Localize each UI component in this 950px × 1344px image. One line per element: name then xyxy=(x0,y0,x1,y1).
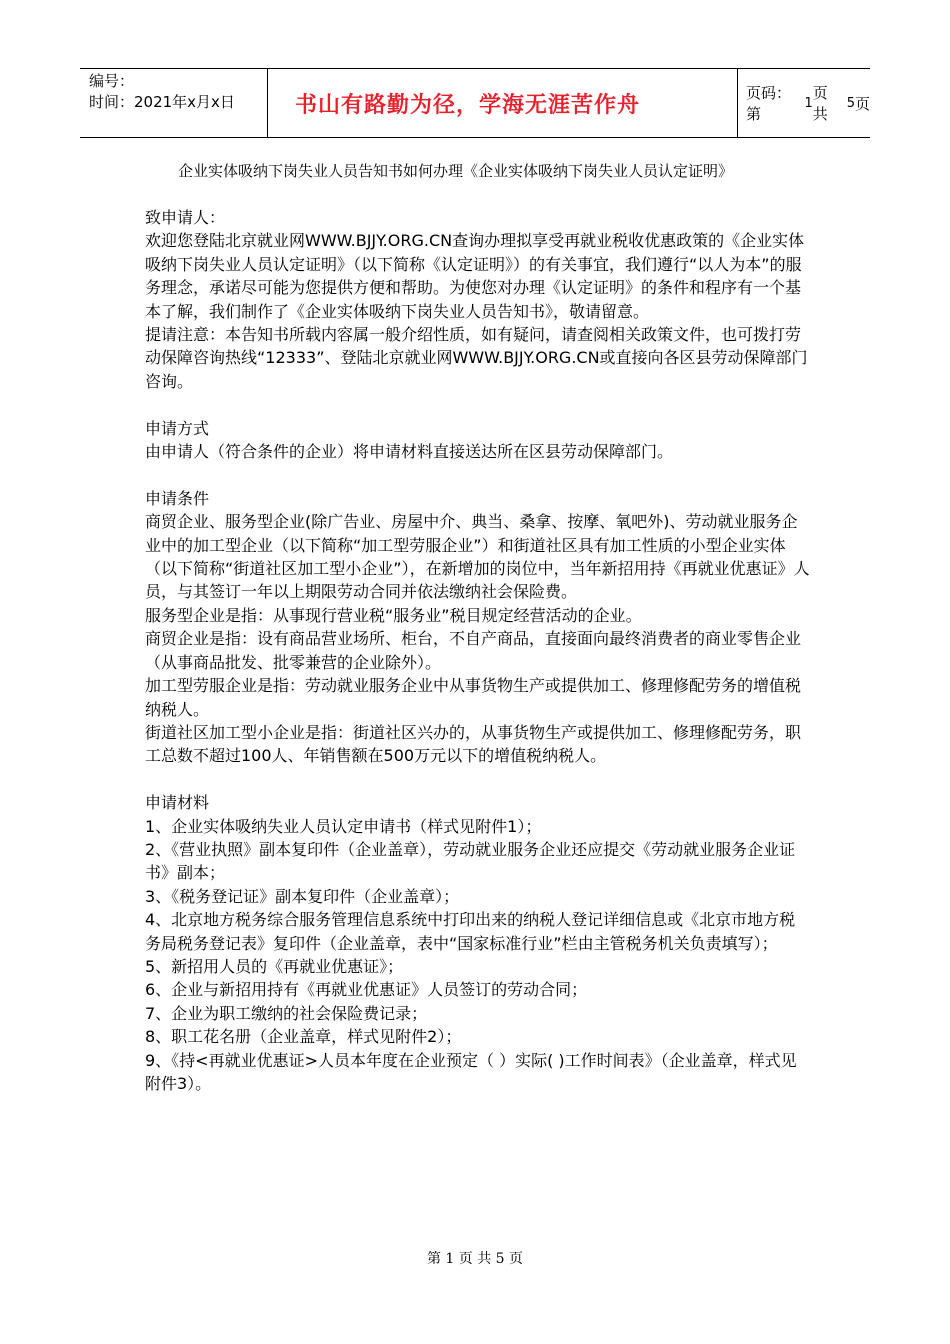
method-heading: 申请方式 xyxy=(145,418,210,438)
header-slogan-cell xyxy=(268,69,738,137)
definition-trade: 商贸企业是指：设有商品营业场所、柜台，不自产商品，直接面向最终消费者的商业零售企业（从事商品批发、批零兼营的企业除外）。 xyxy=(145,629,802,672)
header-slogan: 书山有路勤为径，学海无涯苦作舟 xyxy=(295,92,641,118)
definition-service: 服务型企业是指：从事现行营业税“服务业”税目规定经营活动的企业。 xyxy=(145,605,642,625)
document-number-label: 编号： xyxy=(89,72,135,90)
page-info-middle: 页 共 xyxy=(812,84,828,123)
definition-processing: 加工型劳服企业是指：劳动就业服务企业中从事货物生产或提供加工、修理修配劳务的增值税纳税人。 xyxy=(145,676,802,719)
material-item: 6、企业与新招用持有《再就业优惠证》人员签订的劳动合同； xyxy=(145,980,588,1000)
materials-heading: 申请材料 xyxy=(145,793,210,813)
page-info-suffix: 页 xyxy=(854,94,870,113)
page-info-total: 5 xyxy=(846,95,855,111)
page-info-prefix: 页码：第 xyxy=(746,84,792,123)
material-item: 3、《税务登记证》副本复印件（企业盖章）； xyxy=(145,886,460,906)
material-item: 9、《持<再就业优惠证>人员本年度在企业预定（ ）实际( )工作时间表》（企业盖章，样式见附件3）。 xyxy=(145,1050,797,1093)
page-footer: 第 1 页 共 5 页 xyxy=(426,1251,524,1267)
document-time-label: 时间：2021年x月x日 xyxy=(89,93,235,111)
document-body xyxy=(145,206,811,1095)
intro-paragraph: 欢迎您登陆北京就业网WWW.BJJY.ORG.CN查询办理拟享受再就业税收优惠政策的《企业实体吸纳下岗失业人员认定证明》（以下简称《认定证明》）的有关事宜，我们遵行“以人为本”的服务理念，承诺尽可能为您提供方便和帮助。为使您对办理《认定证明》的条件和程序有一个基本了解，我们制作了《企业实体吸纳下岗失业人员告知书》，敬请留意。 xyxy=(145,231,805,321)
conditions-heading: 申请条件 xyxy=(145,488,210,508)
page-header xyxy=(80,68,870,138)
document-title: 企业实体吸纳下岗失业人员告知书如何办理《企业实体吸纳下岗失业人员认定证明》 xyxy=(178,162,734,180)
method-paragraph: 由申请人（符合条件的企业）将申请材料直接送达所在区县劳动保障部门。 xyxy=(145,442,674,462)
greeting: 致申请人： xyxy=(145,208,226,227)
notice-paragraph: 提请注意：本告知书所载内容属一般介绍性质，如有疑问，请查阅相关政策文件，也可拨打劳动保障咨询热线“12333”、登陆北京就业网WWW.BJJY.ORG.CN或直接向各区县劳动保障部门咨询。 xyxy=(145,325,808,391)
material-item: 7、企业为职工缴纳的社会保险费记录； xyxy=(145,1003,428,1023)
material-item: 4、北京地方税务综合服务管理信息系统中打印出来的纳税人登记详细信息或《北京市地方税务局税务登记表》复印件（企业盖章，表中“国家标准行业”栏由主管税务机关负责填写）； xyxy=(145,910,796,953)
material-item: 5、新招用人员的《再就业优惠证》； xyxy=(145,956,404,976)
material-item: 8、职工花名册（企业盖章，样式见附件2）； xyxy=(145,1027,462,1047)
header-page-cell xyxy=(738,69,870,137)
page-info-current: 1 xyxy=(804,95,813,111)
material-item: 2、《营业执照》副本复印件（企业盖章），劳动就业服务企业还应提交《劳动就业服务企业证书》副本； xyxy=(145,839,796,883)
definition-street: 街道社区加工型小企业是指：街道社区兴办的，从事货物生产或提供加工、修理修配劳务，职工总数不超过100人、年销售额在500万元以下的增值税纳税人。 xyxy=(145,722,802,766)
header-meta-cell xyxy=(80,69,268,137)
conditions-paragraph: 商贸企业、服务型企业(除广告业、房屋中介、典当、桑拿、按摩、氧吧外)、劳动就业服务企业中的加工型企业（以下简称“加工型劳服企业”）和街道社区具有加工性质的小型企业实体（以下简称“街道社区加工型小企业”），在新增加的岗位中，当年新招用持《再就业优惠证》人员，与其签订一年以上期限劳动合同并依法缴纳社会保险费。 xyxy=(145,512,810,602)
material-item: 1、企业实体吸纳失业人员认定申请书（样式见附件1）； xyxy=(145,816,542,836)
